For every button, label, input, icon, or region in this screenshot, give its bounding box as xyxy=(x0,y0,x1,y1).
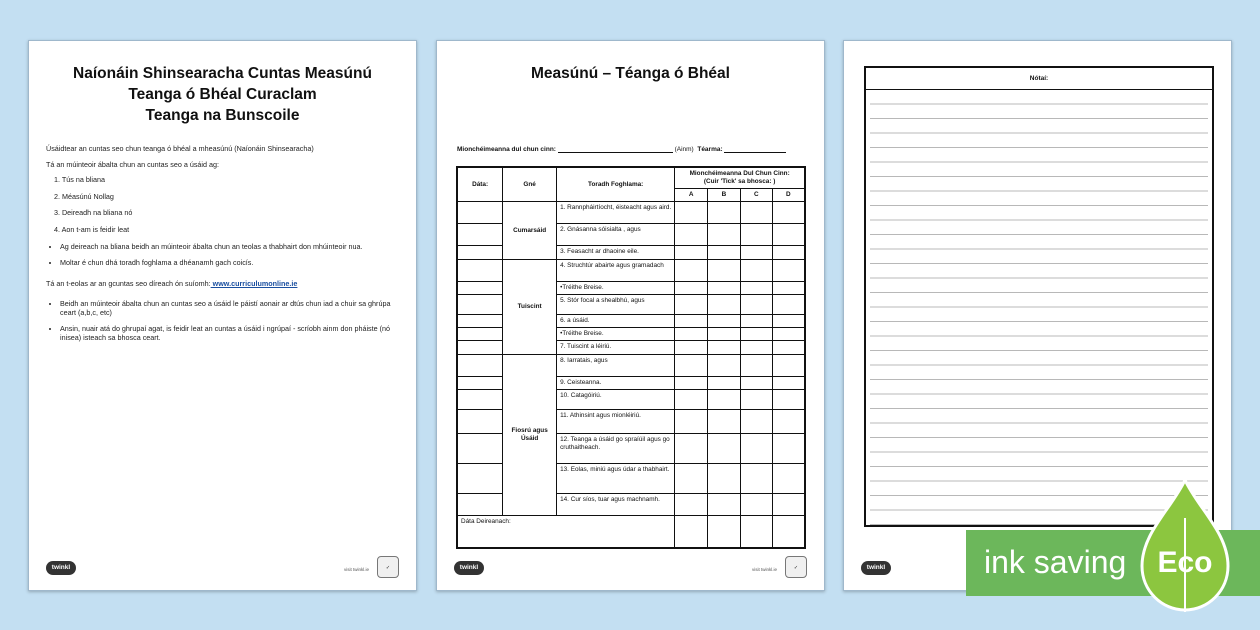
term-blank[interactable] xyxy=(724,145,786,153)
bullet-list-2: • Beidh an múinteoir ábalta chun an cuntas seo a úsáid le páistí aonair ar dtús chun iad a chuir sa ghrúpa ceart (a,b,c, etc) • Ansin, nuair atá do ghrupaí agat, is feidir leat an cuntas a úsáid i ngrúpaí - scríobh ainm don pháiste (nó inisea) isteach sa bhosca ceart. xyxy=(60,299,406,343)
notes-box[interactable] xyxy=(864,66,1214,527)
website-line: Tá an t-eolas ar an gcuntas seo díreach ón suíomh: www.curriculumonline.ie xyxy=(46,279,298,288)
website-link[interactable]: www.curriculumonline.ie xyxy=(210,279,298,288)
twinkl-logo: twinkl xyxy=(46,561,76,575)
quality-badge-icon: ✓ xyxy=(785,556,807,578)
page-footer xyxy=(46,548,399,578)
intro-line-1: Úsáidtear an cuntas seo chun teanga ó bhéal a mheasúnú (Naíonáin Shinsearacha) xyxy=(46,144,314,153)
footer-site: visit twinkl.ie xyxy=(751,567,777,572)
eco-leaf-icon xyxy=(1138,478,1232,612)
page1-title: Naíonáin Shinsearacha Cuntas Measúnú Teanga ó Bhéal Curaclam Teanga na Bunscoile xyxy=(73,65,372,124)
times-list: 1. Tús na bliana 2. Méasúnú Nollag 3. Deireadh na bliana nó 4. Aon t-am is feidir leat xyxy=(54,175,133,234)
page1-intro xyxy=(46,144,406,355)
steps-header: Mionchéimeanna Dul Chun Cinn: (Cuir 'Tick' sa bhosca: ) xyxy=(675,167,805,189)
page-1 xyxy=(28,40,417,591)
assessment-table: Dáta: Gné Toradh Foghlama: Mionchéimeanna Dul Chun Cinn: (Cuir 'Tick' sa bhosca: ) A B C D Cumarsáid 1. Rannpháirtíocht, éisteacht agus aird. 2. Gnásanna sóisialta , agus 3. Feasacht ar dhaoine eile. Tuiscint 4. Struchtúr abairte agus gramadach •Tréithe Breise. 5. Stór focal a shealbhú, agus 6. a úsáid. •Tréithe Breise. 7. Tuiscint a léiriú. Fiosrú agus Úsáid 8. Iarratais, agus 9. Ceisteanna. 10. Catagóiriú. 11. Athinsint agus mionléiriú. 12. Teanga a úsáid go spraíúil agus go cruthaitheach. 13. Eolas, miniú agus údar a thabhairt. 14. Cur síos, tuar agus machnamh. Dáta Deireanach: xyxy=(456,166,806,549)
field-line: Mionchéimeanna dul chun cinn: (Ainm) Téarma: xyxy=(457,145,807,153)
quality-badge-icon: ✓ xyxy=(377,556,399,578)
page-2 xyxy=(436,40,825,591)
twinkl-logo: twinkl xyxy=(861,561,891,575)
bullet-list-1: • Ag deireach na bliana beidh an múinteoir ábalta chun an teolas a thabhairt don mhúinteoir nua. • Moltar é chun dhá toradh foghlama a dhéanamh gach coicís. xyxy=(60,242,406,267)
notes-title: Nótaí: xyxy=(866,68,1212,90)
ink-saving-text: ink saving xyxy=(984,544,1127,580)
intro-line-2: Tá an múinteoir ábalta chun an cuntas seo a úsáid ag: xyxy=(46,159,220,169)
twinkl-logo: twinkl xyxy=(454,561,484,575)
final-date-cell[interactable]: Dáta Deireanach: xyxy=(457,516,675,548)
eco-label: Eco xyxy=(1157,546,1213,579)
date-cell[interactable] xyxy=(457,202,503,224)
footer-site: visit twinkl.ie xyxy=(343,567,369,572)
notes-lines xyxy=(870,90,1208,525)
page2-title: Measúnú – Téanga ó Bhéal xyxy=(531,65,730,82)
name-blank[interactable] xyxy=(558,145,673,153)
page-footer xyxy=(454,548,807,578)
